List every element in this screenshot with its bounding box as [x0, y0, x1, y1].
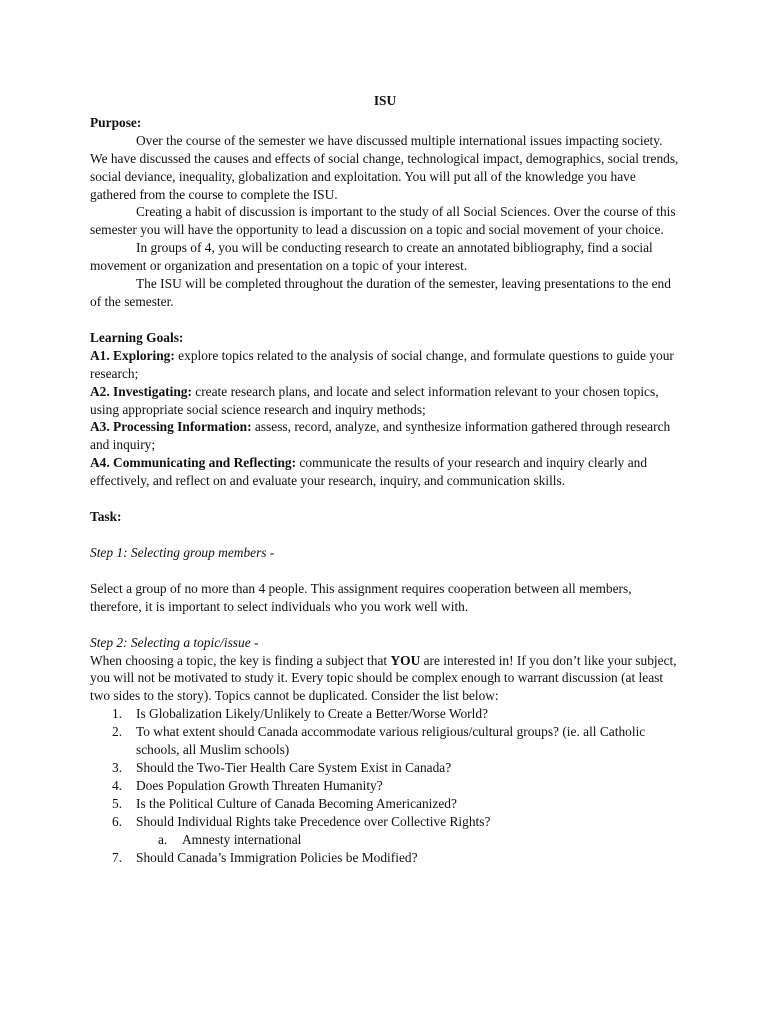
learning-goal — [90, 454, 680, 490]
step-2-text-end: are interested in! If you don’t like your subject, you will not be motivated to study it. Every topic should be complex enough to warrant discussion (at least two sides to the story). Topics cannot be duplicated. Consider the list below: — [90, 652, 677, 704]
document-body — [90, 92, 680, 866]
learning-goal-term: A1. Exploring: — [90, 347, 175, 363]
learning-goal-text: create research plans, and locate and select information relevant to your chosen topics, using appropriate social science research and inquiry methods; — [90, 383, 659, 417]
list-item-number: 5. — [112, 795, 123, 811]
step-1-text: Select a group of no more than 4 people. This assignment requires cooperation between all members, therefore, it is important to select individuals who you work well with. — [90, 580, 632, 614]
sub-list-item-letter: a. — [158, 831, 168, 847]
list-item-number: 7. — [112, 849, 123, 865]
spacer — [90, 490, 680, 508]
learning-goal — [90, 347, 680, 383]
spacer — [90, 311, 680, 329]
learning-goal-text: assess, record, analyze, and synthesize information gathered through research and inquiry; — [90, 419, 671, 453]
list-item-text: Should Canada’s Immigration Policies be Modified? — [136, 849, 418, 865]
list-item-number: 3. — [112, 760, 123, 775]
learning-goals-heading: Learning Goals: — [90, 329, 184, 345]
sub-list-item — [90, 831, 680, 849]
purpose-paragraph: Creating a habit of discussion is important to the study of all Social Sciences. Over the course of this semester you will have the opportunity to lead a discussion on a topic and social movement of your choice. — [90, 204, 676, 238]
list-item-number: 4. — [112, 777, 123, 793]
learning-goal-term: A4. Communicating and Reflecting: — [90, 455, 297, 471]
list-item — [90, 813, 680, 849]
list-item-text: Is the Political Culture of Canada Becoming Americanized? — [136, 795, 457, 811]
learning-goal — [90, 383, 680, 419]
purpose-paragraph: The ISU will be completed throughout the duration of the semester, leaving presentations to the end of the semester. — [90, 276, 671, 309]
sub-list — [136, 831, 680, 849]
list-item-text: Should Individual Rights take Precedence over Collective Rights? — [136, 813, 491, 829]
learning-goal-text: explore topics related to the analysis of social change, and formulate questions to guide your research; — [90, 347, 674, 381]
list-item-text: To what extent should Canada accommodate various religious/cultural groups? (ie. all Catholic schools, all Muslim schools) — [136, 724, 646, 758]
task-heading: Task: — [90, 509, 122, 525]
list-item-number: 2. — [112, 724, 123, 740]
spacer — [90, 562, 680, 580]
step-2-text-start: When choosing a topic, the key is finding a subject that — [90, 652, 391, 668]
learning-goal — [90, 418, 680, 454]
list-item — [90, 759, 680, 777]
list-item — [90, 723, 680, 759]
list-item — [90, 705, 680, 723]
learning-goal-text: communicate the results of your research and inquiry clearly and effectively, and reflect on and evaluate your research, inquiry, and communication skills. — [90, 455, 648, 489]
list-item — [90, 795, 680, 813]
list-item-text: Should the Two-Tier Health Care System Exist in Canada? — [136, 760, 452, 775]
list-item — [90, 849, 680, 867]
purpose-paragraph: Over the course of the semester we have discussed multiple international issues impacting society. We have discussed the causes and effects of social change, technological impact, demographics, social trends, social deviance, inequality, globalization and exploitation. You will put all of the knowledge you have gathered from the course to complete the ISU. — [90, 132, 679, 202]
purpose-heading: Purpose: — [90, 114, 142, 130]
list-item-text: Is Globalization Likely/Unlikely to Create a Better/Worse World? — [136, 706, 488, 722]
spacer — [90, 616, 680, 634]
step-2-text — [90, 652, 680, 706]
step-1-title: Step 1: Selecting group members - — [90, 544, 275, 560]
learning-goal-term: A3. Processing Information: — [90, 419, 252, 435]
learning-goal-term: A2. Investigating: — [90, 383, 192, 399]
document-title: ISU — [373, 93, 397, 108]
list-item-text: Does Population Growth Threaten Humanity? — [136, 777, 383, 793]
list-item-number: 1. — [112, 706, 123, 722]
topic-list — [90, 705, 680, 866]
step-2-title: Step 2: Selecting a topic/issue - — [90, 634, 259, 650]
step-2-emphasis: YOU — [390, 652, 421, 668]
list-item-number: 6. — [112, 813, 123, 829]
purpose-paragraph: In groups of 4, you will be conducting research to create an annotated bibliography, find a social movement or organization and presentation on a topic of your interest. — [90, 240, 653, 274]
spacer — [90, 526, 680, 544]
list-item — [90, 777, 680, 795]
sub-list-item-text: Amnesty international — [182, 831, 302, 847]
